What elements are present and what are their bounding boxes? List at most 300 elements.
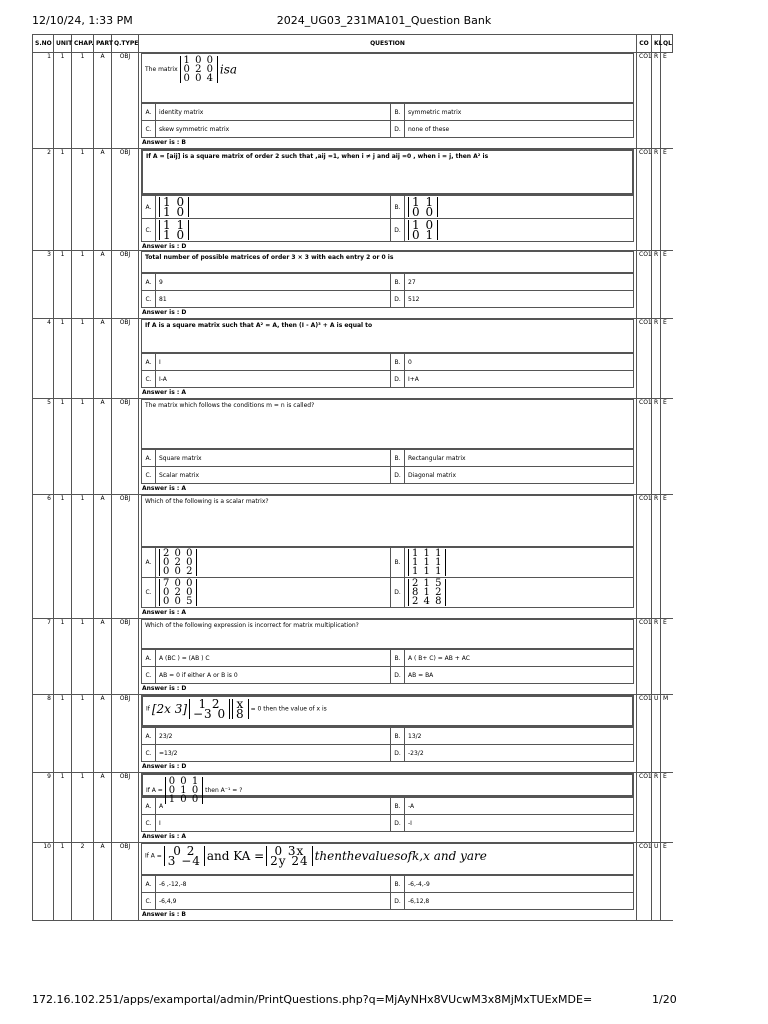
- cell-question: [139, 251, 637, 319]
- question-stem: [141, 773, 634, 805]
- option-label: B.: [391, 104, 405, 121]
- question-stem: [141, 695, 634, 727]
- cell-co: CO1: [637, 319, 652, 399]
- matrix: [266, 846, 313, 866]
- col-header: KL: [652, 35, 661, 53]
- options-table: [141, 449, 634, 484]
- answer-prefix: Answer is :: [142, 833, 180, 840]
- cell-qtype: OBJ: [112, 619, 139, 695]
- option-label: A.: [142, 650, 156, 667]
- cell-kl: R: [652, 53, 661, 149]
- option-label: C.: [142, 219, 156, 242]
- option-label: B.: [391, 450, 405, 467]
- question-text: Which of the following expression is incorrect for matrix multiplication?: [145, 622, 359, 629]
- options-table: [141, 794, 634, 832]
- cell-chap: 1: [72, 149, 94, 251]
- answer-prefix: Answer is :: [142, 609, 180, 616]
- matrix: [180, 56, 218, 83]
- cell-ql: E: [661, 251, 673, 319]
- options-table: [141, 103, 634, 138]
- cell-part: A: [94, 495, 112, 619]
- cell-qtype: OBJ: [112, 495, 139, 619]
- cell-unit: 1: [54, 53, 72, 149]
- col-header: UNIT: [54, 35, 72, 53]
- option-label: D.: [391, 219, 405, 242]
- matrix-row: 0 1: [412, 228, 435, 242]
- cell-sno: 7: [33, 619, 54, 695]
- option-label: B.: [391, 798, 405, 815]
- option-value: [405, 219, 634, 242]
- col-header: PART: [94, 35, 112, 53]
- cell-question: [139, 773, 637, 843]
- question-row: [33, 495, 673, 619]
- answer-key: A: [181, 609, 187, 616]
- matrix-row: 7 0 0: [163, 578, 194, 589]
- option-value: [156, 548, 391, 578]
- question-text: If: [146, 705, 150, 713]
- cell-sno: 2: [33, 149, 54, 251]
- answer-line: [141, 484, 634, 492]
- question-text: If A =: [145, 852, 162, 860]
- option-label: D.: [391, 815, 405, 832]
- cell-part: A: [94, 53, 112, 149]
- cell-chap: 1: [72, 495, 94, 619]
- option-value: I+A: [405, 371, 634, 388]
- option-value: [156, 196, 391, 219]
- answer-prefix: Answer is :: [142, 485, 180, 492]
- option-label: D.: [391, 745, 405, 762]
- options-table: [141, 649, 634, 684]
- option-label: B.: [391, 196, 405, 219]
- answer-key: D: [181, 763, 187, 770]
- page-url: 172.16.102.251/apps/examportal/admin/PrintQuestions.php?q=MjAyNHx8VUcwM3x8MjMxTUExMDE=: [32, 993, 593, 1006]
- matrix: [189, 699, 230, 719]
- cell-sno: 4: [33, 319, 54, 399]
- option-value: -6,12,8: [405, 893, 634, 910]
- option-value: skew symmetric matrix: [156, 121, 391, 138]
- option-label: C.: [142, 667, 156, 684]
- question-row: [33, 149, 673, 251]
- cell-question: [139, 399, 637, 495]
- cell-sno: 5: [33, 399, 54, 495]
- option-label: A.: [142, 798, 156, 815]
- option-label: D.: [391, 667, 405, 684]
- options-row: [142, 291, 634, 308]
- cell-ql: E: [661, 619, 673, 695]
- cell-chap: 1: [72, 319, 94, 399]
- option-value: -6,4,9: [156, 893, 391, 910]
- question-row: [33, 53, 673, 149]
- option-value: 512: [405, 291, 634, 308]
- cell-co: CO1: [637, 619, 652, 695]
- answer-prefix: Answer is :: [142, 309, 180, 316]
- matrix-row: 1 0 0: [168, 794, 200, 805]
- cell-chap: 1: [72, 773, 94, 843]
- matrix-row: 0 2: [173, 844, 196, 858]
- option-label: A.: [142, 354, 156, 371]
- cell-sno: 6: [33, 495, 54, 619]
- option-label: C.: [142, 371, 156, 388]
- cell-co: CO1: [637, 495, 652, 619]
- option-value: Square matrix: [156, 450, 391, 467]
- option-value: Rectangular matrix: [405, 450, 634, 467]
- cell-part: A: [94, 251, 112, 319]
- cell-part: A: [94, 843, 112, 921]
- cell-part: A: [94, 695, 112, 773]
- option-value: identity matrix: [156, 104, 391, 121]
- matrix-row: 1 1: [163, 218, 186, 232]
- cell-kl: U: [652, 843, 661, 921]
- cell-kl: R: [652, 399, 661, 495]
- option-label: A.: [142, 104, 156, 121]
- option-label: A.: [142, 274, 156, 291]
- question-stem: [141, 53, 634, 103]
- option-label: D.: [391, 467, 405, 484]
- option-value: [405, 578, 634, 608]
- option-label: D.: [391, 371, 405, 388]
- col-header: CHAP.: [72, 35, 94, 53]
- matrix-row: 1 0: [163, 205, 186, 219]
- answer-prefix: Answer is :: [142, 389, 180, 396]
- answer-key: B: [181, 911, 186, 918]
- cell-co: CO1: [637, 251, 652, 319]
- answer-prefix: Answer is :: [142, 243, 180, 250]
- matrix-row: 0 2 0: [163, 557, 194, 568]
- option-label: C.: [142, 467, 156, 484]
- option-value: -23/2: [405, 745, 634, 762]
- option-value: 27: [405, 274, 634, 291]
- cell-chap: 1: [72, 619, 94, 695]
- option-label: B.: [391, 548, 405, 578]
- option-value: 23/2: [156, 728, 391, 745]
- cell-qtype: OBJ: [112, 53, 139, 149]
- matrix-row: 2 1 5: [412, 578, 443, 589]
- cell-unit: 1: [54, 251, 72, 319]
- matrix: [159, 197, 189, 217]
- cell-question: [139, 695, 637, 773]
- matrix-row: 0 1 0: [168, 785, 200, 796]
- options-table: [141, 727, 634, 762]
- cell-unit: 1: [54, 843, 72, 921]
- option-value: I: [156, 815, 391, 832]
- options-row: [142, 745, 634, 762]
- answer-prefix: Answer is :: [142, 685, 180, 692]
- question-stem: [141, 319, 634, 353]
- options-row: [142, 893, 634, 910]
- matrix-row: 8 1 2: [412, 587, 443, 598]
- cell-ql: E: [661, 53, 673, 149]
- option-label: A.: [142, 876, 156, 893]
- answer-line: [141, 608, 634, 616]
- cell-qtype: OBJ: [112, 149, 139, 251]
- options-table: [141, 547, 634, 608]
- cell-sno: 1: [33, 53, 54, 149]
- options-row: [142, 467, 634, 484]
- answer-prefix: Answer is :: [142, 911, 180, 918]
- matrix-row: 1 2: [198, 697, 221, 711]
- option-value: Diagonal matrix: [405, 467, 634, 484]
- option-label: A.: [142, 450, 156, 467]
- cell-unit: 1: [54, 399, 72, 495]
- options-row: [142, 667, 634, 684]
- option-value: [405, 548, 634, 578]
- option-label: D.: [391, 121, 405, 138]
- cell-sno: 8: [33, 695, 54, 773]
- col-header: S.NO: [33, 35, 54, 53]
- option-value: I-A: [156, 371, 391, 388]
- cell-question: [139, 53, 637, 149]
- cell-kl: R: [652, 773, 661, 843]
- options-table: [141, 875, 634, 910]
- matrix-row: 1 0: [163, 228, 186, 242]
- answer-line: [141, 242, 634, 250]
- cell-ql: E: [661, 149, 673, 251]
- matrix: [232, 699, 249, 719]
- matrix-row: 1 1 1: [412, 566, 443, 577]
- cell-ql: E: [661, 495, 673, 619]
- question-stem: [141, 619, 634, 649]
- cell-qtype: OBJ: [112, 695, 139, 773]
- answer-line: [141, 762, 634, 770]
- answer-line: [141, 684, 634, 692]
- matrix-row: 2 4 8: [412, 596, 443, 607]
- matrix-row: 1 1: [412, 195, 435, 209]
- answer-line: [141, 308, 634, 316]
- option-label: A.: [142, 548, 156, 578]
- cell-part: A: [94, 619, 112, 695]
- option-value: none of these: [405, 121, 634, 138]
- option-label: A.: [142, 196, 156, 219]
- cell-part: A: [94, 149, 112, 251]
- matrix: [408, 549, 446, 576]
- option-label: C.: [142, 745, 156, 762]
- matrix: [164, 846, 205, 866]
- answer-line: [141, 138, 634, 146]
- question-text: The matrix: [145, 66, 178, 73]
- options-row: [142, 121, 634, 138]
- options-row: [142, 450, 634, 467]
- cell-chap: 1: [72, 251, 94, 319]
- table-header-row: [33, 35, 673, 53]
- matrix-row: 0 2 0: [183, 64, 214, 75]
- option-value: -I: [405, 815, 634, 832]
- matrix: [408, 197, 438, 217]
- options-row: [142, 274, 634, 291]
- options-row: [142, 196, 634, 219]
- matrix-row: 0 3x: [274, 844, 305, 858]
- option-value: A ( B+ C) = AB + AC: [405, 650, 634, 667]
- cell-chap: 1: [72, 399, 94, 495]
- matrix-row: 1 1 1: [412, 557, 443, 568]
- option-label: B.: [391, 274, 405, 291]
- answer-key: D: [181, 243, 187, 250]
- answer-key: D: [181, 685, 187, 692]
- option-label: D.: [391, 291, 405, 308]
- matrix-row: 0 0 1: [168, 776, 200, 787]
- cell-unit: 1: [54, 773, 72, 843]
- matrix: [408, 220, 438, 240]
- option-value: A: [156, 798, 391, 815]
- cell-co: CO1: [637, 695, 652, 773]
- cell-unit: 1: [54, 695, 72, 773]
- row-vector: [2x 3]: [151, 702, 188, 716]
- question-row: [33, 251, 673, 319]
- cell-ql: E: [661, 843, 673, 921]
- matrix-row: 2y 24: [270, 854, 309, 868]
- option-value: -6 ,-12,-8: [156, 876, 391, 893]
- option-value: I: [156, 354, 391, 371]
- cell-question: [139, 619, 637, 695]
- cell-qtype: OBJ: [112, 843, 139, 921]
- col-header: QUESTION: [139, 35, 637, 53]
- options-row: [142, 815, 634, 832]
- options-table: [141, 353, 634, 388]
- options-table: [141, 195, 634, 242]
- option-value: -A: [405, 798, 634, 815]
- option-label: A.: [142, 728, 156, 745]
- cell-qtype: OBJ: [112, 319, 139, 399]
- cell-question: [139, 149, 637, 251]
- question-text-after: then A⁻¹ = ?: [205, 787, 243, 794]
- option-value: [156, 219, 391, 242]
- cell-sno: 10: [33, 843, 54, 921]
- question-text: Which of the following is a scalar matrix?: [145, 498, 269, 505]
- option-value: [156, 578, 391, 608]
- matrix: [165, 777, 203, 804]
- options-row: [142, 728, 634, 745]
- option-label: D.: [391, 893, 405, 910]
- cell-chap: 2: [72, 843, 94, 921]
- cell-ql: E: [661, 773, 673, 843]
- option-value: [405, 196, 634, 219]
- option-label: C.: [142, 578, 156, 608]
- question-row: [33, 619, 673, 695]
- page-number: 1/20: [652, 993, 677, 1006]
- cell-ql: E: [661, 319, 673, 399]
- options-row: [142, 876, 634, 893]
- matrix-row: 1 0: [412, 218, 435, 232]
- answer-line: [141, 910, 634, 918]
- question-text: If A =: [146, 787, 163, 794]
- matrix-row: 0 0 2: [163, 566, 194, 577]
- answer-key: A: [181, 389, 187, 396]
- matrix-row: 0 0 4: [183, 73, 214, 84]
- cell-question: [139, 843, 637, 921]
- question-stem: [141, 495, 634, 547]
- cell-co: CO1: [637, 399, 652, 495]
- option-label: C.: [142, 291, 156, 308]
- matrix-row: 0 2 0: [163, 587, 194, 598]
- cell-unit: 1: [54, 149, 72, 251]
- question-text-after: isa: [219, 62, 238, 77]
- option-value: 13/2: [405, 728, 634, 745]
- cell-chap: 1: [72, 53, 94, 149]
- matrix-row: x: [236, 697, 245, 711]
- options-row: [142, 371, 634, 388]
- question-text-after: = 0 then the value of x is: [250, 705, 327, 713]
- cell-part: A: [94, 773, 112, 843]
- option-value: 0: [405, 354, 634, 371]
- question-row: [33, 695, 673, 773]
- options-row: [142, 104, 634, 121]
- matrix-row: 1 0: [163, 195, 186, 209]
- matrix-row: 0 0 5: [163, 596, 194, 607]
- option-value: =13/2: [156, 745, 391, 762]
- option-label: B.: [391, 728, 405, 745]
- option-value: A (BC ) = (AB ) C: [156, 650, 391, 667]
- options-row: [142, 219, 634, 242]
- cell-part: A: [94, 319, 112, 399]
- matrix-row: 0 0: [412, 205, 435, 219]
- option-value: AB = BA: [405, 667, 634, 684]
- answer-key: D: [181, 309, 187, 316]
- option-label: C.: [142, 815, 156, 832]
- cell-co: CO1: [637, 53, 652, 149]
- option-label: C.: [142, 121, 156, 138]
- option-value: -6,-4,-9: [405, 876, 634, 893]
- question-text: The matrix which follows the conditions m = n is called?: [145, 402, 315, 409]
- cell-question: [139, 319, 637, 399]
- col-header: Q.TYPE: [112, 35, 139, 53]
- option-value: Scalar matrix: [156, 467, 391, 484]
- cell-unit: 1: [54, 495, 72, 619]
- option-label: B.: [391, 876, 405, 893]
- cell-kl: R: [652, 495, 661, 619]
- options-row: [142, 354, 634, 371]
- cell-unit: 1: [54, 319, 72, 399]
- matrix: [159, 549, 197, 576]
- cell-chap: 1: [72, 695, 94, 773]
- cell-unit: 1: [54, 619, 72, 695]
- cell-ql: E: [661, 399, 673, 495]
- matrix: [159, 579, 197, 606]
- cell-co: CO1: [637, 773, 652, 843]
- question-stem: [141, 149, 634, 195]
- options-row: [142, 578, 634, 608]
- question-row: [33, 319, 673, 399]
- cell-kl: R: [652, 319, 661, 399]
- option-value: AB = 0 if either A or B is 0: [156, 667, 391, 684]
- question-bank-table: [32, 34, 673, 921]
- answer-prefix: Answer is :: [142, 139, 180, 146]
- answer-prefix: Answer is :: [142, 763, 180, 770]
- cell-sno: 9: [33, 773, 54, 843]
- matrix-row: 1 1 1: [412, 548, 443, 559]
- document-title: 2024_UG03_231MA101_Question Bank: [276, 14, 492, 27]
- answer-key: B: [181, 139, 186, 146]
- option-label: C.: [142, 893, 156, 910]
- cell-kl: R: [652, 619, 661, 695]
- cell-kl: R: [652, 251, 661, 319]
- option-value: 9: [156, 274, 391, 291]
- question-text-mid: and KA =: [206, 849, 265, 863]
- matrix-row: −3 0: [192, 707, 227, 721]
- question-text: If A is a square matrix such that A² = A, then (I - A)³ + A is equal to: [145, 322, 373, 329]
- options-row: [142, 548, 634, 578]
- col-header: CO: [637, 35, 652, 53]
- answer-line: [141, 388, 634, 396]
- cell-qtype: OBJ: [112, 251, 139, 319]
- cell-ql: M: [661, 695, 673, 773]
- options-row: [142, 650, 634, 667]
- question-text: If A = [aij] is a square matrix of order 2 such that ,aij =1, when i ≠ j and aij =0 , when i = j, then A² is: [146, 153, 489, 160]
- cell-co: CO1: [637, 843, 652, 921]
- cell-kl: U: [652, 695, 661, 773]
- question-row: [33, 399, 673, 495]
- question-row: [33, 773, 673, 843]
- option-value: 81: [156, 291, 391, 308]
- matrix-row: 2 0 0: [163, 548, 194, 559]
